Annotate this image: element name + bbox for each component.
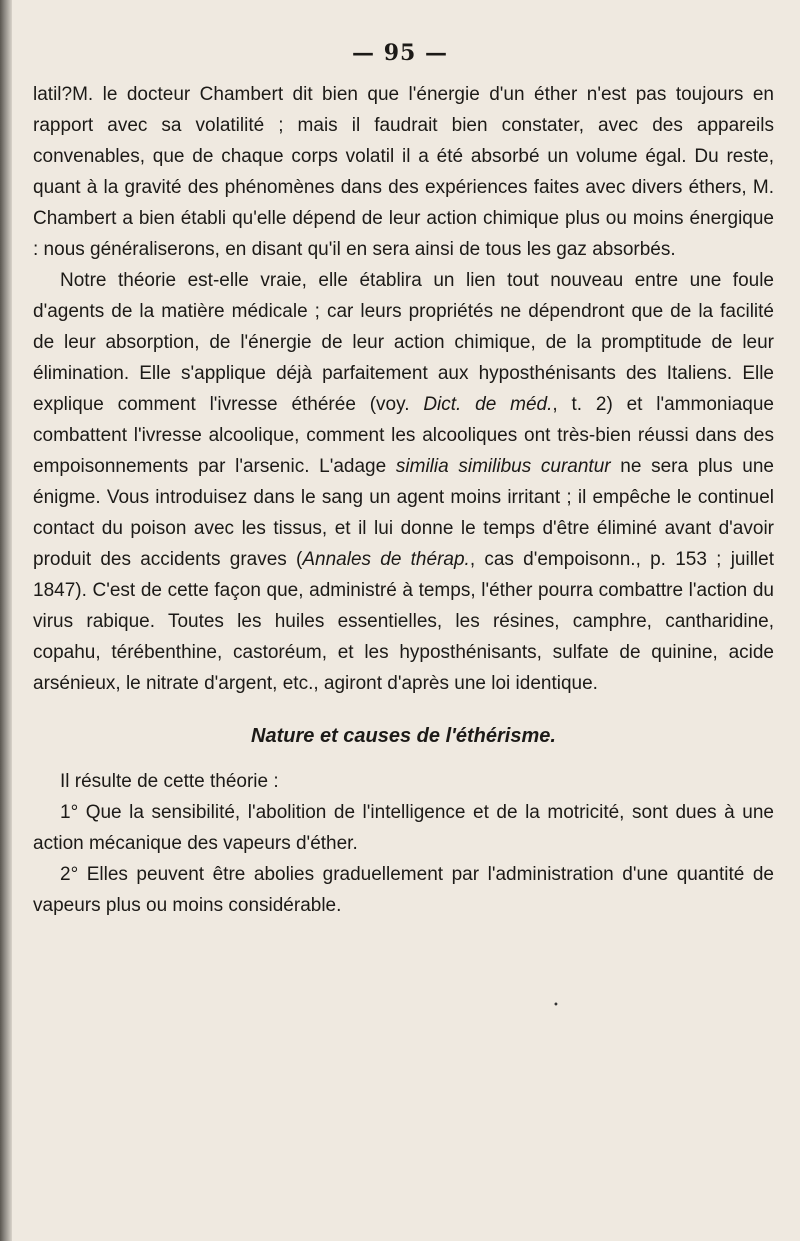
list-item-2: 2° Elles peuvent être abolies graduellement par l'administration d'une quantité de vapeurs plus ou moins considérable. [33,864,774,916]
section-heading: Nature et causes de l'éthérisme. [251,725,556,747]
paragraph-result: Il résulte de cette théorie : [60,771,279,792]
paragraph-theory [33,265,774,699]
reference-dict-med: Dict. de méd. [423,394,553,415]
paragraph-continuation: latil?M. le docteur Chambert dit bien que l'énergie d'un éther n'est pas toujours en rapport avec sa volatilité ; mais il faudrait bien constater, avec des appareils convenables, que de chaque corps volatil il a été absorbé un volume égal. Du reste, quant à la gravité des phénomènes dans des expériences faites avec divers éthers, M. Chambert a bien établi qu'elle dépend de leur action chimique plus ou moins énergique : nous généraliserons, en disant qu'il en sera ainsi de tous les gaz absorbés. [33,84,774,260]
page-number: — 95 — [352,40,448,66]
paragraph-theory-part3: ne sera plus une énigme. Vous introduisez dans le sang un agent moins irritant ; il empêche le continuel contact du poison avec les tissus, et il lui donne le temps d'être éliminé avant d'avoir produit des accidents graves ( [33,456,774,570]
binding-edge [0,0,12,1241]
paragraph-theory-part2: , t. 2) et l'ammoniaque combattent l'ivresse alcoolique, comment les alcooliques ont très-bien réussi dans des empoisonnements par l'arsenic. L'adage [33,394,774,477]
paragraph-theory-part4: , cas d'empoisonn., p. 153 ; juillet 1847). C'est de cette façon que, administré à temps, l'éther pourra combattre l'action du virus rabique. Toutes les huiles essentielles, les résines, camphre, cantharidine, copahu, térébenthine, castoréum, et les hyposthénisants, sulfate de quinine, acide arsénieux, le nitrate d'argent, etc., agiront d'après une loi identique. [33,549,774,694]
paragraph-theory-part1: Notre théorie est-elle vraie, elle établira un lien tout nouveau entre une foule d'agents de la matière médicale ; car leurs propriétés ne dépendront que de la facilité de leur absorption, de l'énergie de leur action chimique, de la promptitude de leur élimination. Elle s'applique déjà parfaitement aux hyposthénisants des Italiens. Elle explique comment l'ivresse éthérée (voy. [33,270,774,415]
ink-speck: • [553,1000,559,1011]
body-text [33,79,774,921]
list-item-1: 1° Que la sensibilité, l'abolition de l'intelligence et de la motricité, sont dues à une action mécanique des vapeurs d'éther. [33,802,774,854]
latin-adage: similia similibus curantur [395,456,611,477]
reference-annales: Annales de thérap. [302,549,470,570]
